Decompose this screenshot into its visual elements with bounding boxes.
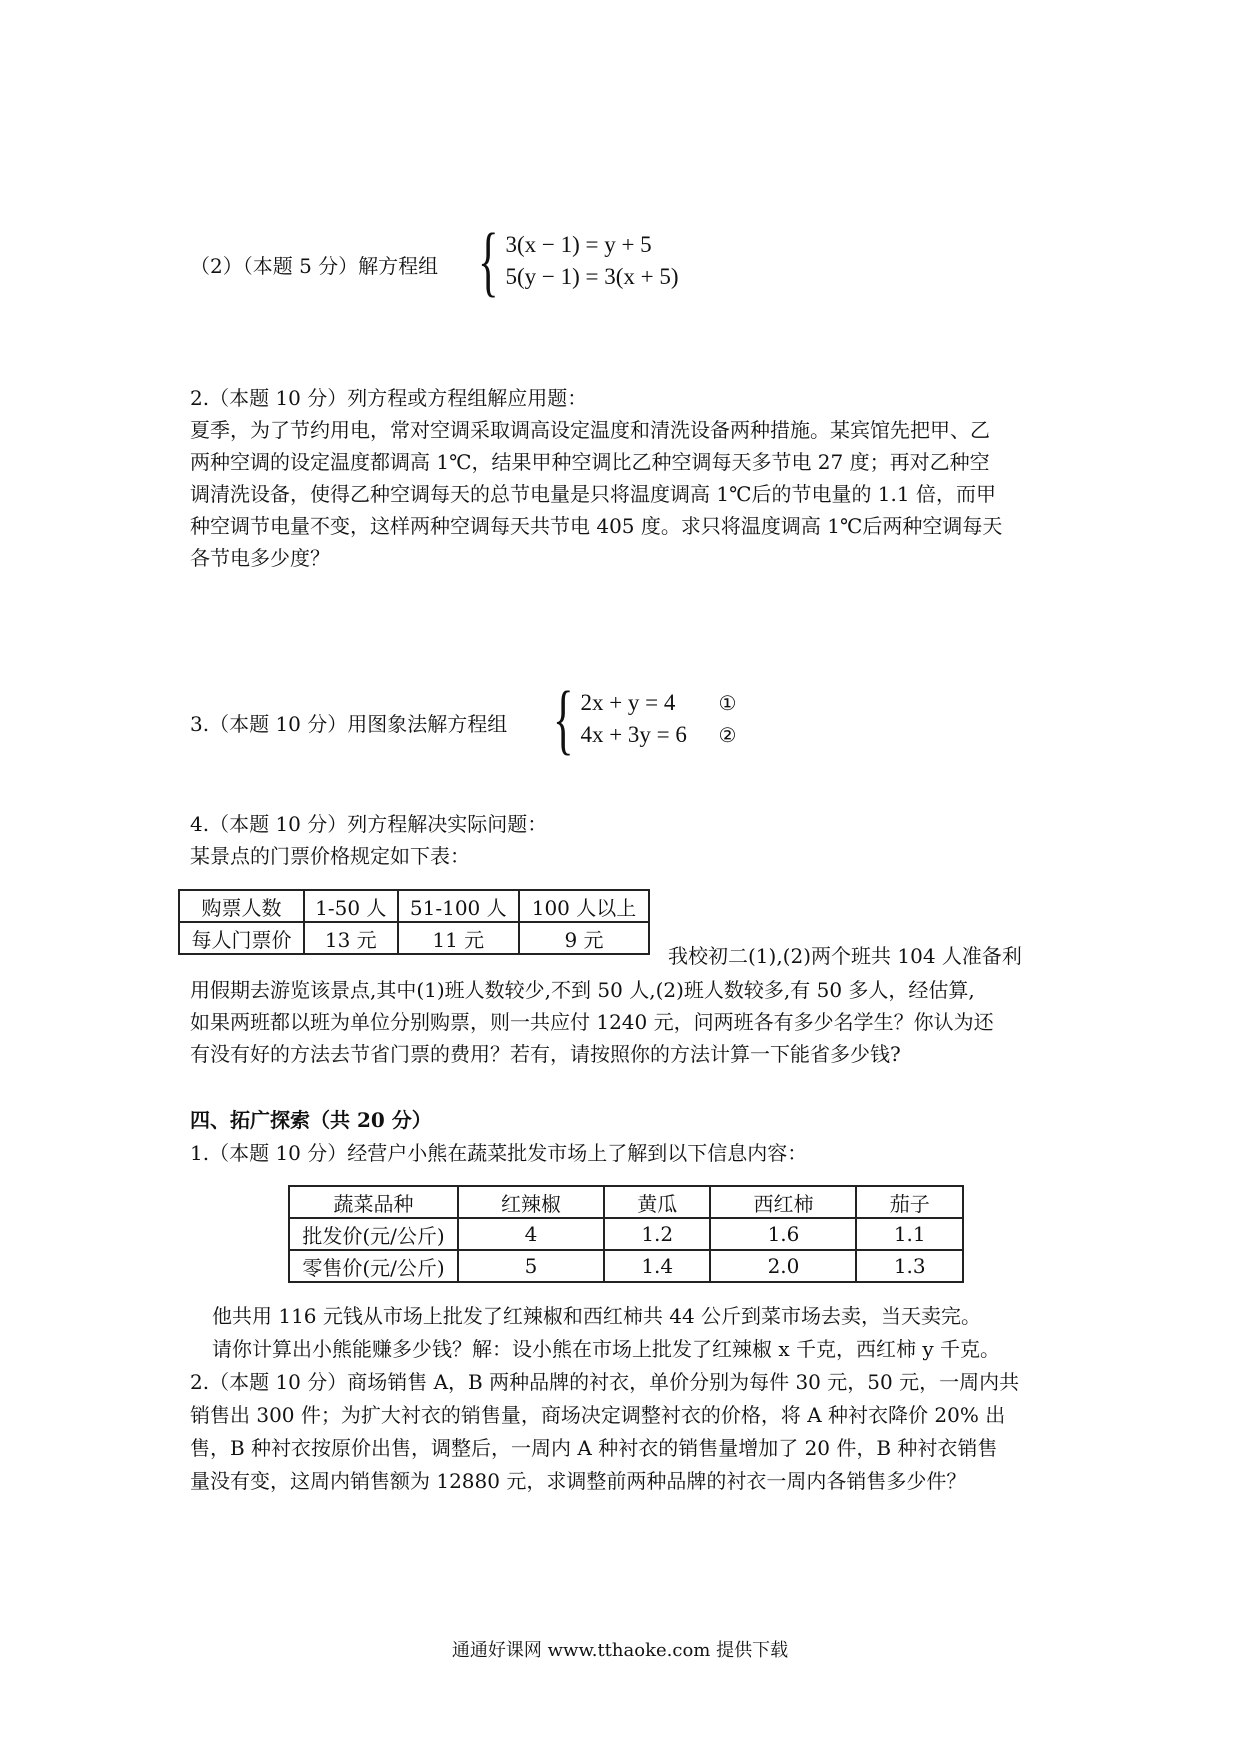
table-row (289, 1218, 963, 1250)
s4-q1-after-0: 他共用 116 元钱从市场上批发了红辣椒和西红柿共 44 公斤到菜市场去卖，当天卖完。 (212, 1304, 982, 1328)
table-cell: 11 元 (398, 922, 519, 954)
left-brace: { (553, 675, 574, 762)
q1-2-eq2: 5(y − 1) = 3(x + 5) (505, 264, 679, 289)
table-row (179, 890, 649, 922)
table-cell: 4 (458, 1218, 604, 1250)
table-cell: 购票人数 (179, 890, 304, 922)
q1-2-label: （2）（本题 5 分）解方程组 (190, 254, 439, 278)
page-footer: 通通好课网 www.tthaoke.com 提供下载 (451, 1640, 789, 1661)
s4-q1-line: 1.（本题 10 分）经营户小熊在蔬菜批发市场上了解到以下信息内容： (190, 1141, 808, 1165)
q3-eq1: 2x + y = 4 (580, 690, 676, 715)
table-cell: 1.1 (856, 1218, 963, 1250)
q1-2-eq1: 3(x − 1) = y + 5 (505, 232, 652, 257)
q2-line-4: 种空调节电量不变，这样两种空调每天共节电 405 度。求只将温度调高 1℃后两种空调每天 (190, 514, 1003, 538)
vegetable-price-table (288, 1185, 964, 1283)
ticket-price-table (178, 889, 650, 955)
left-brace: { (478, 217, 499, 304)
s4-q1-after-1: 请你计算出小熊能赚多少钱？解：设小熊在市场上批发了红辣椒 x 千克，西红柿 y 千克。 (212, 1337, 1001, 1361)
table-cell: 茄子 (856, 1186, 963, 1218)
q4-line-4: 如果两班都以班为单位分别购票，则一共应付 1240 元，问两班各有多少名学生？你认为还 (190, 1010, 994, 1034)
table-cell: 批发价(元/公斤) (289, 1218, 458, 1250)
table-cell: 西红柿 (710, 1186, 856, 1218)
q3-label: 3.（本题 10 分）用图象法解方程组 (190, 712, 508, 736)
q2-line-1: 夏季，为了节约用电，常对空调采取调高设定温度和清洗设备两种措施。某宾馆先把甲、乙 (190, 418, 990, 442)
s4-q2-line-2: 售，B 种衬衣按原价出售，调整后，一周内 A 种衬衣的销售量增加了 20 件，B 种衬衣销售 (190, 1436, 998, 1460)
q4-line-5: 有没有好的方法去节省门票的费用？若有，请按照你的方法计算一下能省多少钱? (190, 1042, 901, 1066)
q3-eq2: 4x + 3y = 6 (580, 722, 687, 747)
q2-line-3: 调清洗设备，使得乙种空调每天的总节电量是只将温度调高 1℃后的节电量的 1.1 倍，而甲 (190, 482, 996, 506)
q4-line-1: 4.（本题 10 分）列方程解决实际问题： (190, 812, 548, 836)
table-cell: 100 人以上 (519, 890, 649, 922)
table-row (289, 1186, 963, 1218)
q4-after-table: 我校初二(1),(2)两个班共 104 人准备利 (668, 944, 1022, 968)
table-cell: 2.0 (710, 1250, 856, 1282)
table-row (289, 1250, 963, 1282)
q1-2-equation-system (478, 217, 679, 304)
table-cell: 5 (458, 1250, 604, 1282)
table-cell: 13 元 (304, 922, 398, 954)
q2-line-2: 两种空调的设定温度都调高 1℃，结果甲种空调比乙种空调每天多节电 27 度；再对乙种空 (190, 450, 990, 474)
table-cell: 9 元 (519, 922, 649, 954)
table-cell: 1.6 (710, 1218, 856, 1250)
table-cell: 黄瓜 (604, 1186, 711, 1218)
table-cell: 零售价(元/公斤) (289, 1250, 458, 1282)
q4-line-3: 用假期去游览该景点,其中(1)班人数较少,不到 50 人,(2)班人数较多,有 50 多人，经估算, (190, 978, 975, 1002)
q3-eq2-mark: ② (718, 723, 737, 747)
table-cell: 每人门票价 (179, 922, 304, 954)
table-cell: 红辣椒 (458, 1186, 604, 1218)
table-cell: 蔬菜品种 (289, 1186, 458, 1218)
table-row (179, 922, 649, 954)
table-cell: 1-50 人 (304, 890, 398, 922)
s4-q2-line-3: 量没有变，这周内销售额为 12880 元，求调整前两种品牌的衬衣一周内各销售多少件？ (190, 1469, 967, 1493)
section-4-title: 四、拓广探索（共 20 分） (190, 1108, 432, 1132)
s4-q2-line-1: 销售出 300 件；为扩大衬衣的销售量，商场决定调整衬衣的价格，将 A 种衬衣降价 20% 出 (190, 1403, 1006, 1427)
q4-line-2: 某景点的门票价格规定如下表： (190, 844, 470, 868)
q3-equation-system (553, 675, 737, 762)
table-cell: 1.4 (604, 1250, 711, 1282)
q2-line-0: 2.（本题 10 分）列方程或方程组解应用题： (190, 386, 588, 410)
table-cell: 1.3 (856, 1250, 963, 1282)
s4-q2-line-0: 2.（本题 10 分）商场销售 A，B 两种品牌的衬衣，单价分别为每件 30 元，50 元，一周内共 (190, 1370, 1020, 1394)
table-cell: 1.2 (604, 1218, 711, 1250)
table-cell: 51-100 人 (398, 890, 519, 922)
q2-line-5: 各节电多少度？ (190, 546, 330, 570)
q3-eq1-mark: ① (718, 691, 737, 715)
